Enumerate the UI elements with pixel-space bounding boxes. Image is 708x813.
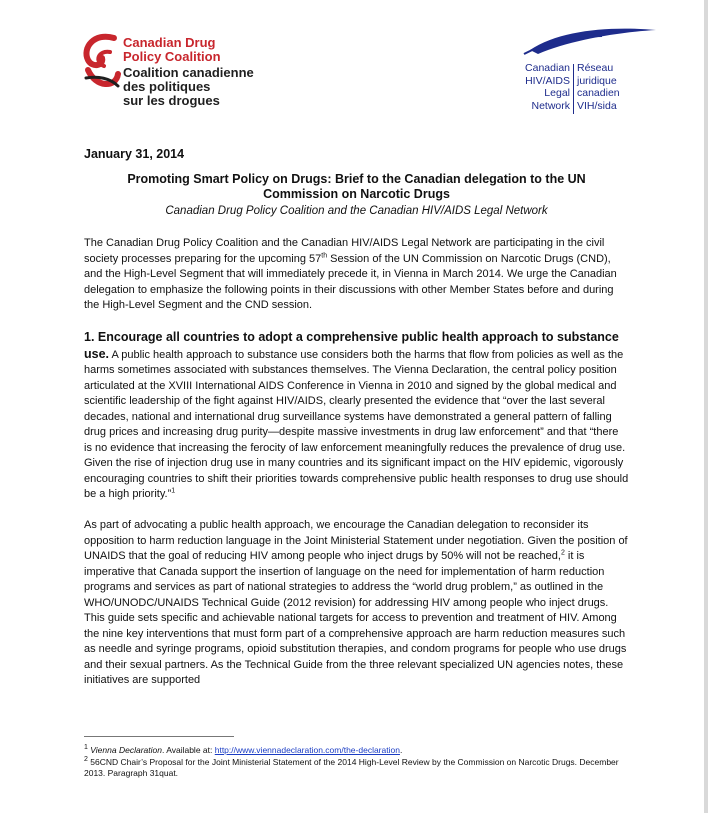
section-1-body: A public health approach to substance use considers both the harms that flow from policies as well as the harms sometimes associated with substances themselves. The Vienna Declaration, the central policy position articulated at the XVIII International AIDS Conference in Vienna in 2010 and signed by the global medical and scientific leadership of the fight against HIV/AIDS, clearly presented the evidence that “over the last several decades, national and international drug surveillance systems have demonstrated a general pattern of falling drug prices and increasing drug purity—despite massive investments in drug law enforcement” and that “there is no evidence that increasing the ferocity of law enforcement meaningfully reduces the prevalence of drug use. Given the rise of injection drug use in many countries and its significant impact on the HIV epidemic, vigorously encouraging countries to shift their priorities towards comprehensive public health responses to drug use should be a high priority.” [84, 348, 629, 500]
cdpc-en-line: Canadian Drug [123, 35, 216, 50]
footnote-ref-1[interactable]: 1 [171, 487, 176, 495]
legal-fr-line: Réseau [577, 62, 614, 74]
footnote-1-title: Vienna Declaration [90, 745, 162, 755]
cdpc-fr-line: Coalition canadienne [123, 65, 254, 80]
ordinal-suffix: th [321, 251, 328, 259]
para-2-text: As part of advocating a public health approach, we encourage the Canadian delegation to reconsider its opposition to harm reduction language in the Joint Ministerial Statement under negotiation. Given the position of UNAIDS that the goal of reducing HIV among people who inject drugs by 50% will not be reached, [84, 519, 628, 562]
intro-text: The Canadian Drug Policy Coalition and the Canadian HIV/AIDS Legal Network are participating in the civil society processes preparing for the upcoming 57 [84, 237, 605, 265]
footnote-2 [84, 757, 629, 780]
legal-en-line: Canadian [525, 62, 570, 74]
footnote-number: 1 [84, 744, 88, 752]
document-subtitle: Canadian Drug Policy Coalition and the Canadian HIV/AIDS Legal Network [165, 205, 548, 217]
footnote-separator [84, 736, 234, 737]
title-line: Commission on Narcotic Drugs [263, 187, 450, 201]
section-1-heading: 1. Encourage all countries to adopt a comprehensive public health approach to substance use. [84, 330, 619, 361]
legal-network-name-fr [577, 62, 647, 112]
footnote-1-link[interactable]: http://www.viennadeclaration.com/the-declaration [214, 745, 400, 755]
legal-en-line: Network [531, 99, 570, 112]
legal-fr-line: juridique [577, 74, 617, 87]
footnote-ref-2[interactable]: 2 [560, 549, 565, 557]
intro-text-cont: Session of the UN Commission on Narcotic Drugs (CND), and the High-Level Segment that will immediately precede it, in Vienna in March 2014. We urge the Canadian delegation to emphasize the following points in their discussions with other Member States before and during the High-Level Segment and the CND session. [84, 252, 617, 311]
legal-network-logo [510, 24, 660, 114]
document-title [84, 172, 629, 202]
legal-en-line: Legal [544, 87, 570, 99]
legal-network-swoosh-icon [510, 24, 660, 60]
legal-network-name-en [510, 62, 570, 112]
cdpc-logo [80, 28, 280, 108]
cdpc-name-fr [123, 66, 283, 108]
section-1-paragraph [84, 330, 629, 503]
legal-fr-line: VIH/sida [577, 99, 617, 112]
legal-fr-line: canadien [577, 87, 620, 99]
cdpc-en-line: Policy Coalition [123, 49, 221, 64]
footnote-1-text: . Available at: [161, 745, 215, 755]
footnote-1-end: . [399, 745, 403, 755]
para-2-text-cont: it is imperative that Canada support the insertion of language on the need for implementation of harm reduction programs and services as part of national strategies to address the “world drug problem,” as outlined in the WHO/UNODC/UNAIDS Technical Guide (2012 revision) for addressing HIV among people who inject drugs. This guide sets specific and achievable national targets for access to prevention and treatment of HIV. Among the nine key interventions that must form part of a comprehensive approach are harm reduction measures such as needle and syringe programs, opioid substitution therapies, and condom programs for people who use drugs and their sexual partners. As the Technical Guide from the three relevant specialized UN agencies notes, these initiatives are supported [84, 550, 627, 686]
footnote-2-text: 56CND Chair’s Proposal for the Joint Ministerial Statement of the 2014 High-Level Review by the Commission on Narcotic Drugs. December 2013. Paragraph 31quat. [84, 756, 619, 778]
intro-paragraph [84, 236, 629, 314]
footnotes [84, 745, 629, 780]
cdpc-fr-line: sur les drogues [123, 93, 220, 108]
cdpc-name-en [123, 36, 283, 64]
document-date: January 31, 2014 [84, 147, 185, 161]
footnote-1 [84, 745, 629, 757]
title-line: Promoting Smart Policy on Drugs: Brief to the Canadian delegation to the UN [127, 172, 586, 186]
legal-en-line: HIV/AIDS [525, 74, 570, 87]
legal-logo-divider [573, 64, 574, 114]
footnote-number: 2 [84, 755, 88, 763]
page-edge [704, 0, 708, 813]
harm-reduction-paragraph [84, 518, 629, 689]
cdpc-swirl-icon [80, 30, 122, 92]
cdpc-fr-line: des politiques [123, 79, 211, 94]
